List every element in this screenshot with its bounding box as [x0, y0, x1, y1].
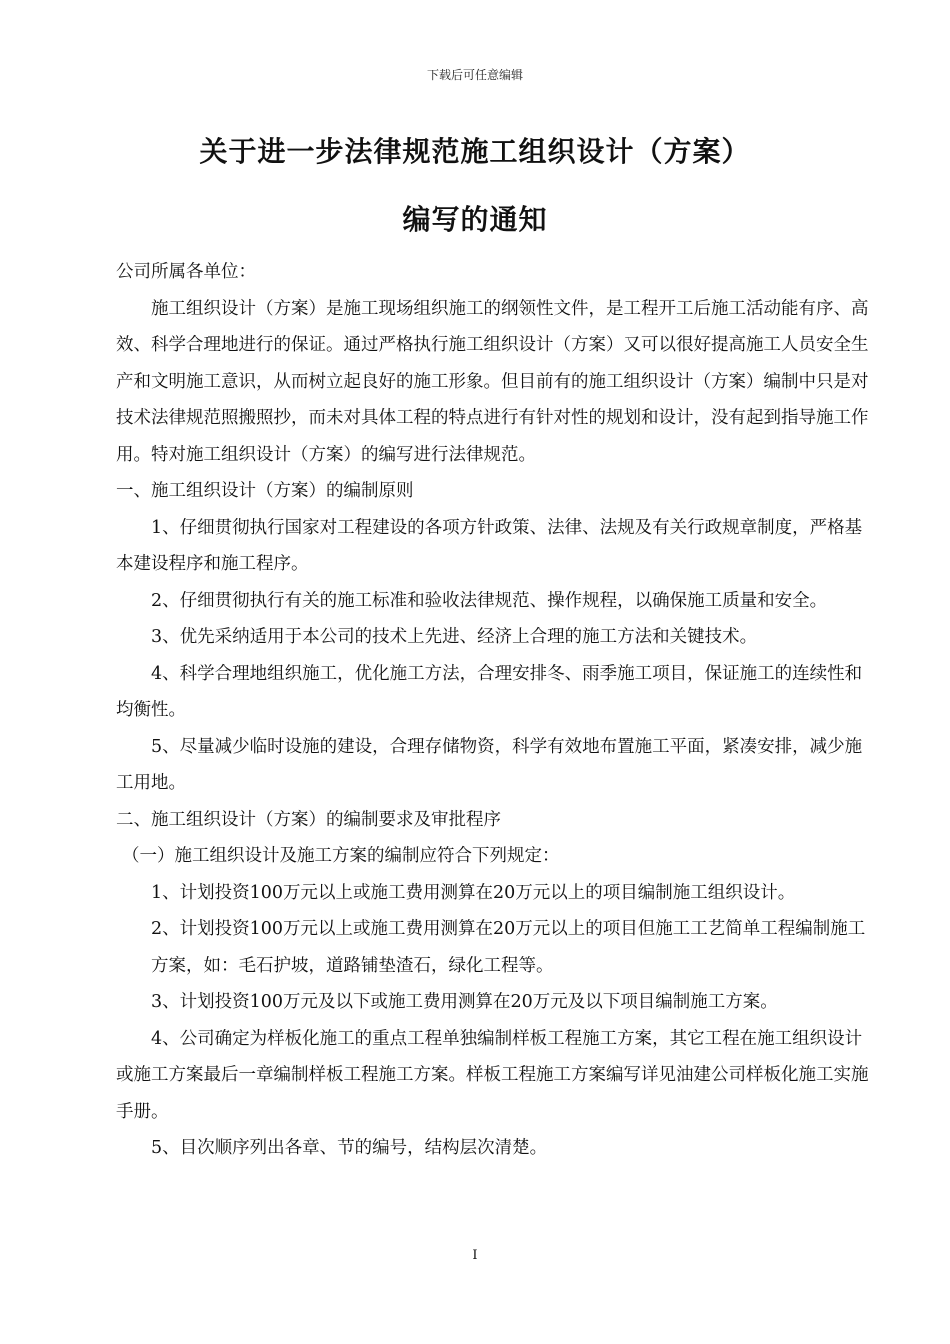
section2-item-4: 4、公司确定为样板化施工的重点工程单独编制样板工程施工方案，其它工程在施工组织设计或施工方案最后一章编制样板工程施工方案。样板工程施工方案编写详见油建公司样板化施工实施手册。	[116, 1028, 869, 1122]
intro-paragraph: 施工组织设计（方案）是施工现场组织施工的纲领性文件，是工程开工后施工活动能有序、高效、科学合理地进行的保证。通过严格执行施工组织设计（方案）又可以很好提高施工人员安全生产和文明施工意识，从而树立起良好的施工形象。但目前有的施工组织设计（方案）编制中只是对技术法律规范照搬照抄，而未对具体工程的特点进行有针对性的规划和设计，没有起到指导施工作用。特对施工组织设计（方案）的编写进行法律规范。	[116, 298, 869, 465]
section2-item-5: 5、目次顺序列出各章、节的编号，结构层次清楚。	[151, 1138, 548, 1158]
section1-heading: 一、施工组织设计（方案）的编制原则	[116, 481, 414, 501]
section1-item-3: 3、优先采纳适用于本公司的技术上先进、经济上合理的施工方法和关键技术。	[151, 627, 758, 647]
section1-item-2: 2、仔细贯彻执行有关的施工标准和验收法律规范、操作规程，以确保施工质量和安全。	[151, 590, 828, 611]
section1-item-1: 1、仔细贯彻执行国家对工程建设的各项方针政策、法律、法规及有关行政规章制度，严格基本建设程序和施工程序。	[116, 517, 863, 574]
section1-item-4: 4、科学合理地组织施工，优化施工方法，合理安排冬、雨季施工项目，保证施工的连续性和均衡性。	[116, 663, 863, 720]
document-body	[116, 254, 876, 1167]
section2-subheading: （一）施工组织设计及施工方案的编制应符合下列规定：	[122, 846, 560, 866]
section2-item-1: 1、计划投资100万元以上或施工费用测算在20万元以上的项目编制施工组织设计。	[151, 882, 796, 903]
salutation: 公司所属各单位：	[116, 262, 256, 282]
section2-item-2: 2、计划投资100万元以上或施工费用测算在20万元以上的项目但施工工艺简单工程编制施工方案，如：毛石护坡，道路铺垫渣石，绿化工程等。	[151, 919, 866, 976]
section1-item-5: 5、尽量减少临时设施的建设，合理存储物资，科学有效地布置施工平面，紧凑安排，减少施工用地。	[116, 736, 863, 793]
header-note: 下载后可任意编辑	[426, 68, 523, 82]
document-title-line2: 编写的通知	[402, 203, 548, 236]
section2-heading: 二、施工组织设计（方案）的编制要求及审批程序	[116, 809, 501, 830]
page-number: I	[472, 1248, 478, 1263]
document-title-line1: 关于进一步法律规范施工组织设计（方案）	[199, 135, 751, 168]
section2-item-3: 3、计划投资100万元及以下或施工费用测算在20万元及以下项目编制施工方案。	[151, 992, 778, 1012]
